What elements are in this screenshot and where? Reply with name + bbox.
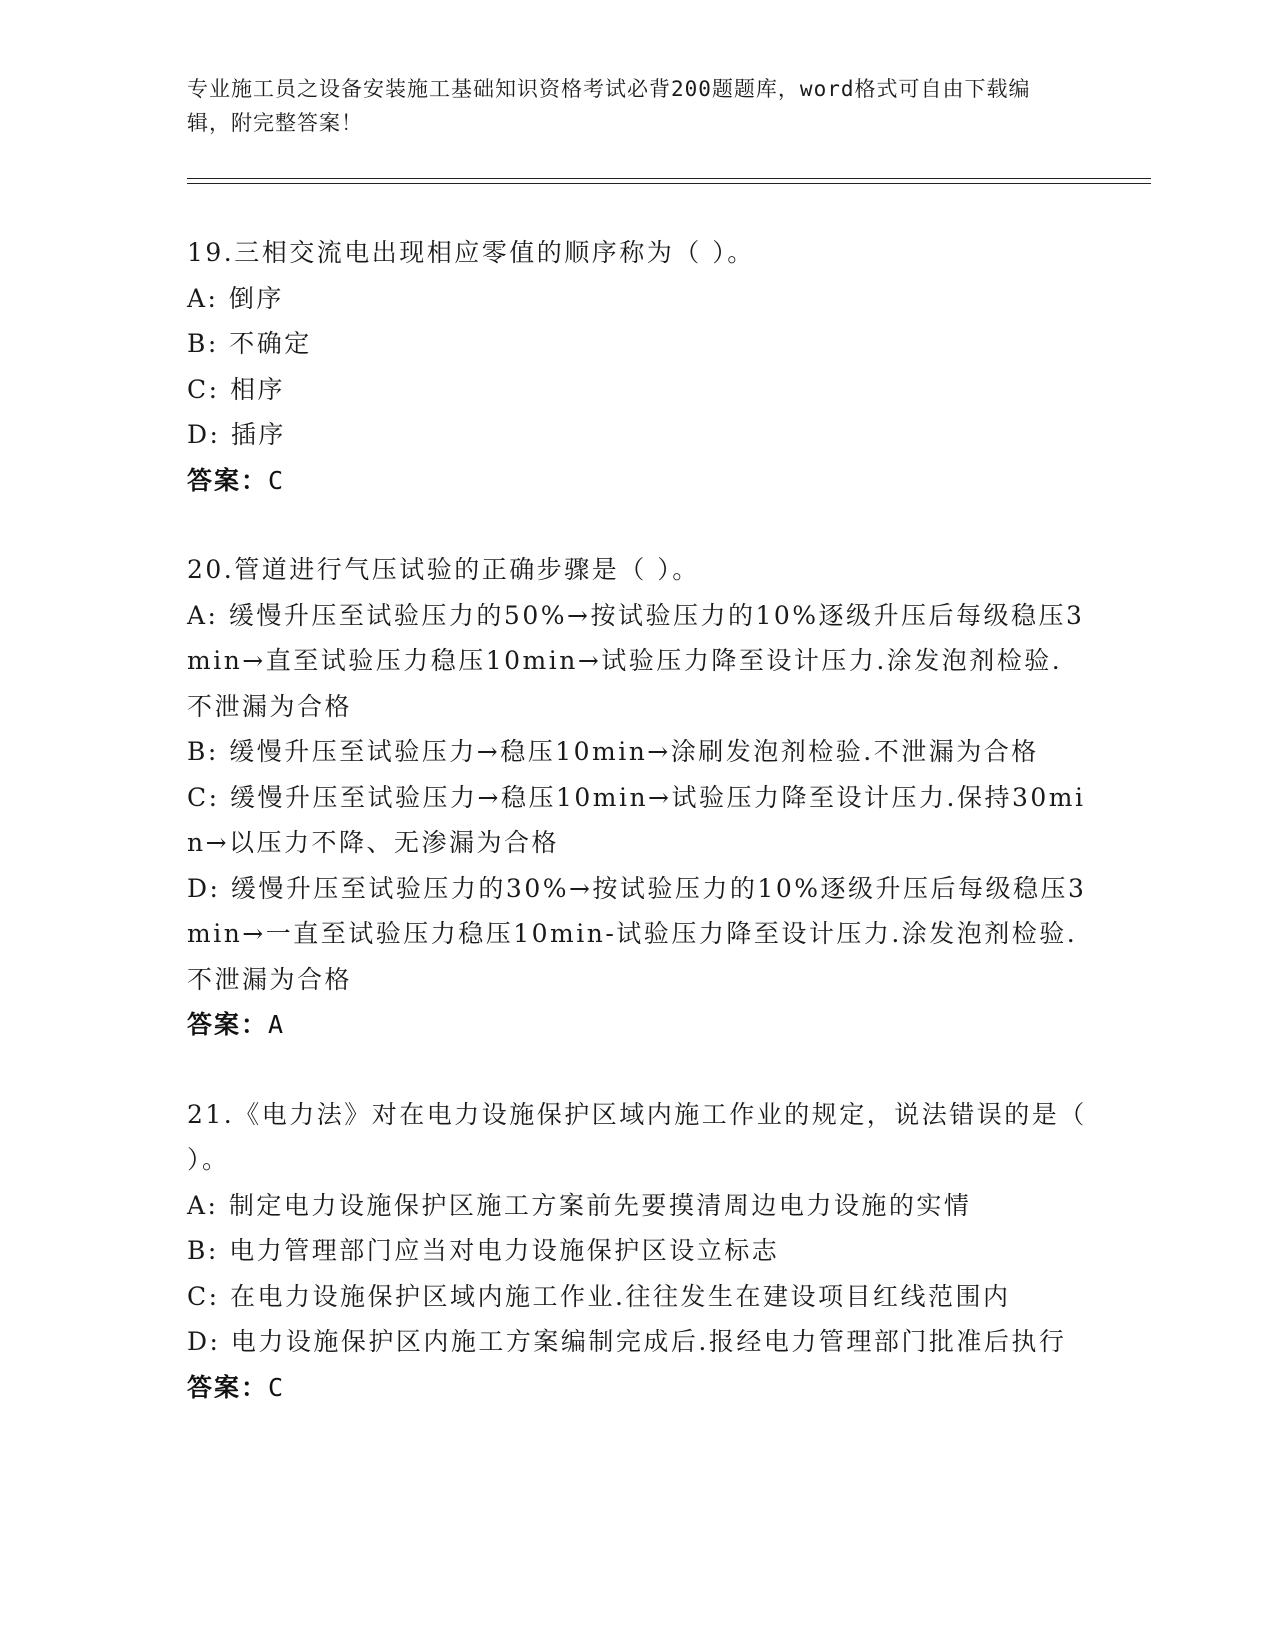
answer-line xyxy=(187,1002,1087,1048)
question-19 xyxy=(187,230,1087,503)
option-b: B: 不确定 xyxy=(187,329,312,358)
option-c: C: 缓慢升压至试验压力→稳压10min→试验压力降至设计压力.保持30min→以压力不降、无渗漏为合格 xyxy=(187,782,1086,857)
option-d: D: 缓慢升压至试验压力的30%→按试验压力的10%逐级升压后每级稳压3min→一直至试验压力稳压10min-试验压力降至设计压力.涂发泡剂检验.不泄漏为合格 xyxy=(187,873,1087,994)
answer-label: 答案： xyxy=(187,1372,269,1402)
answer-label: 答案： xyxy=(187,1010,269,1039)
answer-value: A xyxy=(268,1010,286,1039)
header-divider-top xyxy=(187,178,1151,179)
question-stem: 20.管道进行气压试验的正确步骤是（ ）。 xyxy=(187,555,700,584)
option-c: C: 在电力设施保护区域内施工作业.往往发生在建设项目红线范围内 xyxy=(187,1281,1011,1311)
option-d: D: 插序 xyxy=(187,420,286,449)
question-20 xyxy=(187,547,1087,1048)
answer-line xyxy=(187,1365,1087,1411)
question-21 xyxy=(187,1092,1087,1411)
option-b: B: 缓慢升压至试验压力→稳压10min→涂刷发泡剂检验.不泄漏为合格 xyxy=(187,737,1039,766)
question-stem: 21.《电力法》对在电力设施保护区域内施工作业的规定，说法错误的是（ ）。 xyxy=(187,1099,1087,1174)
answer-label: 答案： xyxy=(187,465,269,495)
question-list xyxy=(187,230,1087,1454)
question-stem: 19.三相交流电出现相应零值的顺序称为（ ）。 xyxy=(187,238,755,267)
option-a: A: 倒序 xyxy=(187,283,284,313)
answer-line xyxy=(187,458,1087,504)
header-text: 专业施工员之设备安装施工基础知识资格考试必背200题题库，word格式可自由下载编辑，附完整答案！ xyxy=(187,77,1031,135)
document-header xyxy=(187,72,1067,140)
option-a: A: 缓慢升压至试验压力的50%→按试验压力的10%逐级升压后每级稳压3min→直至试验压力稳压10min→试验压力降至设计压力.涂发泡剂检验.不泄漏为合格 xyxy=(187,600,1085,721)
option-b: B: 电力管理部门应当对电力设施保护区设立标志 xyxy=(187,1236,780,1265)
option-a: A: 制定电力设施保护区施工方案前先要摸清周边电力设施的实情 xyxy=(187,1190,972,1220)
option-d: D: 电力设施保护区内施工方案编制完成后.报经电力管理部门批准后执行 xyxy=(187,1327,1067,1356)
option-c: C: 相序 xyxy=(187,374,285,404)
answer-value: C xyxy=(268,1372,286,1402)
answer-value: C xyxy=(268,465,286,495)
header-divider-bottom xyxy=(187,183,1151,184)
